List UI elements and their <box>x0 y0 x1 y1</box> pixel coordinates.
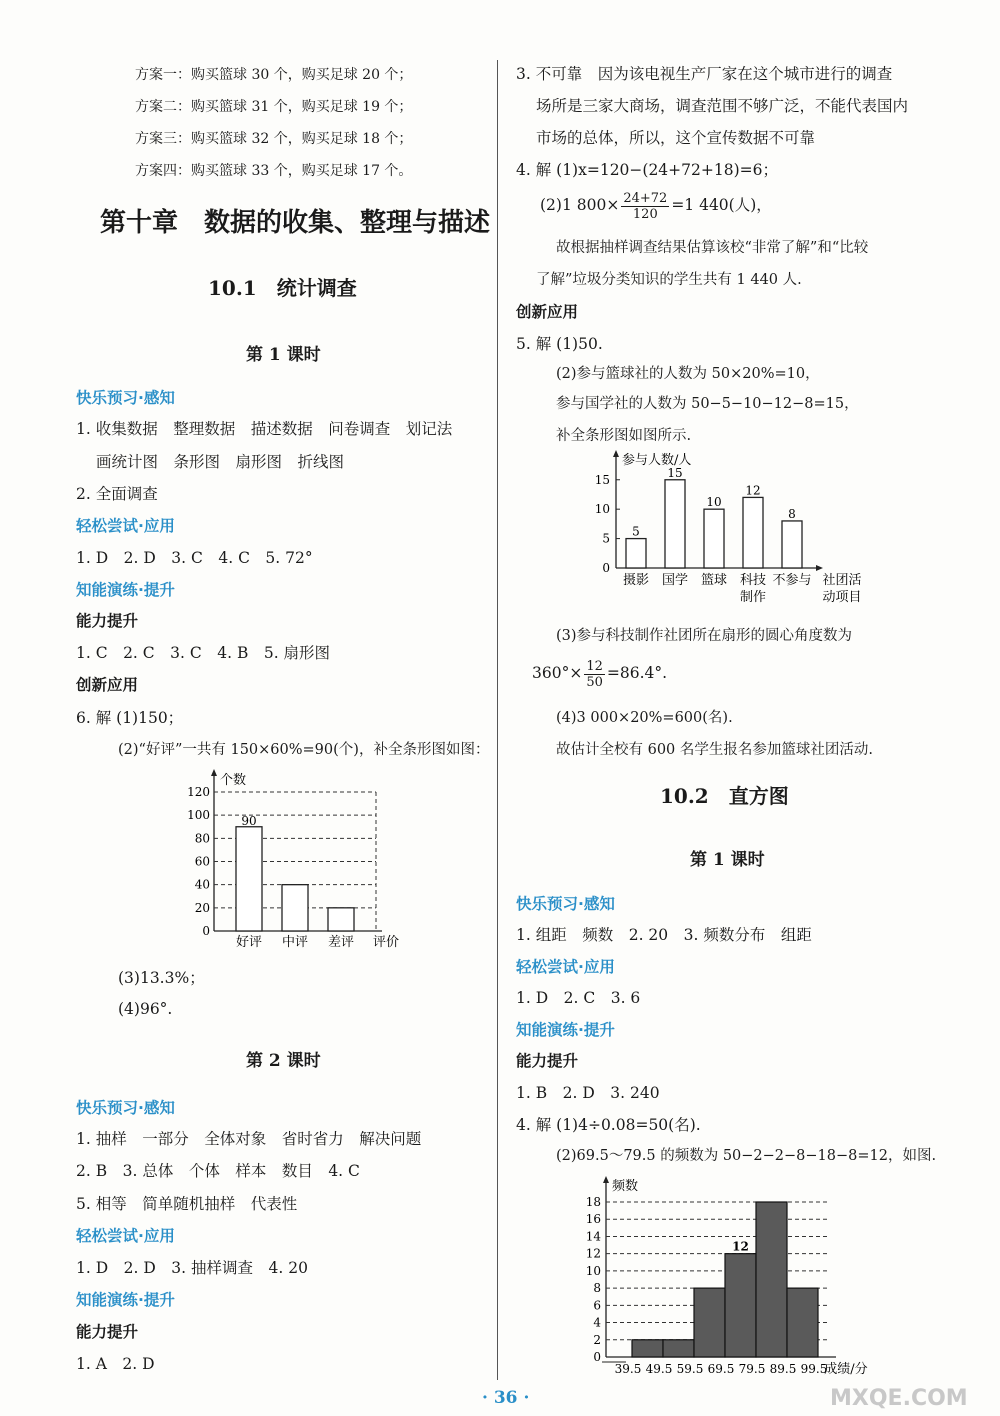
answer-line: 市场的总体，所以，这个宣传数据不可靠 <box>536 129 816 147</box>
section-label-preview: 快乐预习·感知 <box>76 1099 175 1117</box>
page-number-text: 36 <box>493 1388 518 1408</box>
answer-line: 2. B 3. 总体 个体 样本 数目 4. C <box>76 1162 360 1180</box>
answer-line: (3)参与科技制作社团所在扇形的圆心角度数为 <box>556 628 853 644</box>
formula-text: 360°× <box>532 664 583 682</box>
formula-text: (2)1 800× <box>540 196 620 214</box>
answer-line: 1. 组距 频数 2. 20 3. 频数分布 组距 <box>516 926 812 944</box>
answer-line: 4. 解 (1)4÷0.08=50(名). <box>516 1116 701 1134</box>
answer-line: 1. C 2. C 3. C 4. B 5. 扇形图 <box>76 644 331 662</box>
data-label: 10 <box>706 495 722 510</box>
answer-line: 故根据抽样调查结果估算该校“非常了解”和“比较 <box>556 240 869 256</box>
answer-line: 1. D 2. D 3. 抽样调查 4. 20 <box>76 1259 308 1277</box>
y-tick-label: 18 <box>585 1195 601 1209</box>
data-label: 5 <box>632 524 640 539</box>
lesson-1-title: 第 1 课时 <box>690 850 765 870</box>
lesson-1-title: 第 1 课时 <box>246 345 321 365</box>
y-tick-label: 8 <box>593 1281 601 1296</box>
formula-text: =86.4°. <box>606 664 668 682</box>
answer-line: 了解”垃圾分类知识的学生共有 1 440 人. <box>536 272 802 288</box>
y-tick-label: 6 <box>593 1298 601 1313</box>
subheading-innovate: 创新应用 <box>76 675 139 694</box>
answer-line: 3. 不可靠 因为该电视生产厂家在这个城市进行的调查 <box>516 65 893 83</box>
formula-text: =1 440(人)， <box>671 196 772 214</box>
fraction-numerator: 24+72 <box>623 190 668 206</box>
bar <box>236 827 262 931</box>
data-label: 90 <box>241 813 257 828</box>
answer-line: 1. D 2. C 3. 6 <box>516 989 641 1007</box>
y-axis-arrow <box>603 1176 609 1183</box>
histogram-bar <box>756 1202 787 1357</box>
y-axis-arrow <box>613 450 619 457</box>
x-axis-title: 成绩/分 <box>824 1362 868 1377</box>
x-tick-label: 制作 <box>739 590 767 605</box>
y-tick-label: 120 <box>187 785 210 799</box>
fraction-denominator: 120 <box>632 206 658 222</box>
subheading-ability: 能力提升 <box>76 1322 139 1341</box>
y-axis-title: 参与人数/人 <box>622 453 692 468</box>
answer-line: 场所是三家大商场，调查范围不够广泛，不能代表国内 <box>536 97 909 115</box>
x-tick-label: 篮球 <box>700 573 728 588</box>
formula-line <box>540 188 772 222</box>
x-tick-label: 99.5 <box>800 1362 828 1376</box>
answer-line: (4)3 000×20%=600(名). <box>556 710 733 726</box>
plan-3: 方案三：购买篮球 32 个，购买足球 18 个； <box>135 131 413 147</box>
y-tick-label: 5 <box>602 531 610 546</box>
section-label-practice: 知能演练·提升 <box>516 1021 615 1039</box>
y-tick-label: 60 <box>194 854 210 869</box>
plan-4: 方案四：购买篮球 33 个，购买足球 17 个。 <box>135 163 413 179</box>
data-label: 12 <box>745 483 761 498</box>
answer-line: (2)“好评”一共有 150×60%=90(个)，补全条形图如图： <box>118 742 490 758</box>
x-axis-title: 动项目 <box>822 590 862 605</box>
review-bar-chart <box>180 766 420 956</box>
x-axis-title: 社团活 <box>822 573 862 588</box>
x-tick-label: 69.5 <box>707 1362 735 1376</box>
page-number <box>482 1388 529 1408</box>
y-tick-label: 10 <box>585 1263 601 1278</box>
y-tick-label: 40 <box>194 877 210 892</box>
subheading-innovate: 创新应用 <box>516 302 579 321</box>
y-axis-arrow <box>211 769 217 776</box>
plan-1: 方案一：购买篮球 30 个，购买足球 20 个； <box>135 67 413 83</box>
y-tick-label: 4 <box>593 1315 601 1330</box>
y-tick-label: 12 <box>585 1246 601 1261</box>
section-label-practice: 知能演练·提升 <box>76 1291 175 1309</box>
x-axis-title: 评价 <box>372 935 400 950</box>
column-divider <box>497 60 498 1380</box>
subheading-ability: 能力提升 <box>76 611 139 630</box>
answer-line: 1. B 2. D 3. 240 <box>516 1084 660 1102</box>
x-tick-label: 79.5 <box>738 1362 766 1376</box>
y-axis-title: 个数 <box>220 773 247 788</box>
answer-line: (4)96°. <box>118 1000 173 1018</box>
x-tick-label: 摄影 <box>622 573 650 588</box>
y-tick-label: 20 <box>194 900 210 915</box>
x-tick-label: 89.5 <box>769 1362 797 1376</box>
histogram-bar <box>632 1340 663 1357</box>
watermark: MXQE.COM <box>830 1386 968 1411</box>
section-title-10-2: 10.2 直方图 <box>660 784 789 808</box>
x-tick-label: 49.5 <box>645 1362 673 1376</box>
y-tick-label: 16 <box>585 1212 601 1227</box>
subheading-ability: 能力提升 <box>516 1051 579 1070</box>
answer-line: (3)13.3%； <box>118 969 205 987</box>
section-label-try: 轻松尝试·应用 <box>76 517 175 535</box>
answer-line: 6. 解 (1)150； <box>76 709 184 727</box>
answer-line: 1. A 2. D <box>76 1355 155 1373</box>
answer-line: 故估计全校有 600 名学生报名参加篮球社团活动. <box>556 742 874 758</box>
club-bar-chart <box>580 448 880 618</box>
answer-line: 1. D 2. D 3. C 4. C 5. 72° <box>76 549 313 567</box>
y-tick-label: 14 <box>585 1229 601 1244</box>
x-tick-label: 科技 <box>739 573 767 588</box>
data-label: 12 <box>732 1239 749 1254</box>
answer-line: 画统计图 条形图 扇形图 折线图 <box>96 453 345 471</box>
data-label: 15 <box>667 465 683 480</box>
section-label-try: 轻松尝试·应用 <box>516 958 615 976</box>
histogram-bar <box>694 1288 725 1357</box>
answer-line: (2)69.5～79.5 的频数为 50−2−2−8−18−8=12，如图. <box>556 1148 937 1164</box>
fraction <box>621 191 669 222</box>
answer-line: 1. 抽样 一部分 全体对象 省时省力 解决问题 <box>76 1130 422 1148</box>
y-tick-label: 80 <box>194 831 210 846</box>
page-number-dot: · <box>482 1388 488 1408</box>
y-tick-label: 10 <box>594 502 610 517</box>
answer-line: 4. 解 (1)x=120−(24+72+18)=6； <box>516 161 778 179</box>
answer-line: 5. 相等 简单随机抽样 代表性 <box>76 1195 298 1213</box>
y-tick-label: 0 <box>202 924 210 938</box>
answer-line: 2. 全面调查 <box>76 485 158 503</box>
y-tick-label: 15 <box>594 472 610 487</box>
y-tick-label: 0 <box>602 561 610 575</box>
histogram-bar <box>725 1254 756 1357</box>
section-label-practice: 知能演练·提升 <box>76 581 175 599</box>
answer-line: 5. 解 (1)50. <box>516 335 603 353</box>
x-tick-label: 59.5 <box>676 1362 704 1376</box>
bar <box>328 908 354 931</box>
answer-line: (2)参与篮球社的人数为 50×20%=10， <box>556 366 820 382</box>
bar <box>282 885 308 931</box>
bar <box>665 480 685 568</box>
histogram-bar <box>787 1288 818 1357</box>
answer-line: 参与国学社的人数为 50−5−10−12−8=15， <box>556 396 859 412</box>
section-label-preview: 快乐预习·感知 <box>516 895 615 913</box>
page-number-dot: · <box>523 1388 530 1408</box>
fraction-denominator: 50 <box>586 674 603 690</box>
x-tick-label: 差评 <box>327 935 355 950</box>
bar <box>743 497 763 568</box>
x-tick-label: 中评 <box>281 935 309 950</box>
y-tick-label: 100 <box>187 808 210 823</box>
y-axis-title: 频数 <box>612 1179 639 1194</box>
plan-2: 方案二：购买篮球 31 个，购买足球 19 个； <box>135 99 413 115</box>
x-axis-arrow <box>816 565 823 571</box>
y-tick-label: 2 <box>593 1332 601 1347</box>
x-tick-label: 39.5 <box>614 1362 642 1376</box>
chapter-title: 第十章 数据的收集、整理与描述 <box>100 208 491 238</box>
data-label: 8 <box>788 506 796 521</box>
histogram-bar <box>663 1340 694 1357</box>
x-tick-label: 好评 <box>235 935 263 950</box>
fraction-numerator: 12 <box>586 658 603 674</box>
formula-line <box>532 656 667 690</box>
bar <box>626 539 646 568</box>
bar <box>704 509 724 568</box>
lesson-2-title: 第 2 课时 <box>246 1051 321 1071</box>
x-tick-label: 国学 <box>661 573 689 588</box>
y-tick-label: 0 <box>593 1350 601 1364</box>
bar <box>782 521 802 568</box>
fraction <box>584 659 605 690</box>
score-histogram <box>570 1170 900 1382</box>
x-tick-label: 不参与 <box>772 573 812 588</box>
answer-line: 补全条形图如图所示. <box>556 428 692 444</box>
section-title-10-1: 10.1 统计调查 <box>208 276 357 300</box>
section-label-try: 轻松尝试·应用 <box>76 1227 175 1245</box>
section-label-preview: 快乐预习·感知 <box>76 389 175 407</box>
answer-line: 1. 收集数据 整理数据 描述数据 问卷调查 划记法 <box>76 420 453 438</box>
